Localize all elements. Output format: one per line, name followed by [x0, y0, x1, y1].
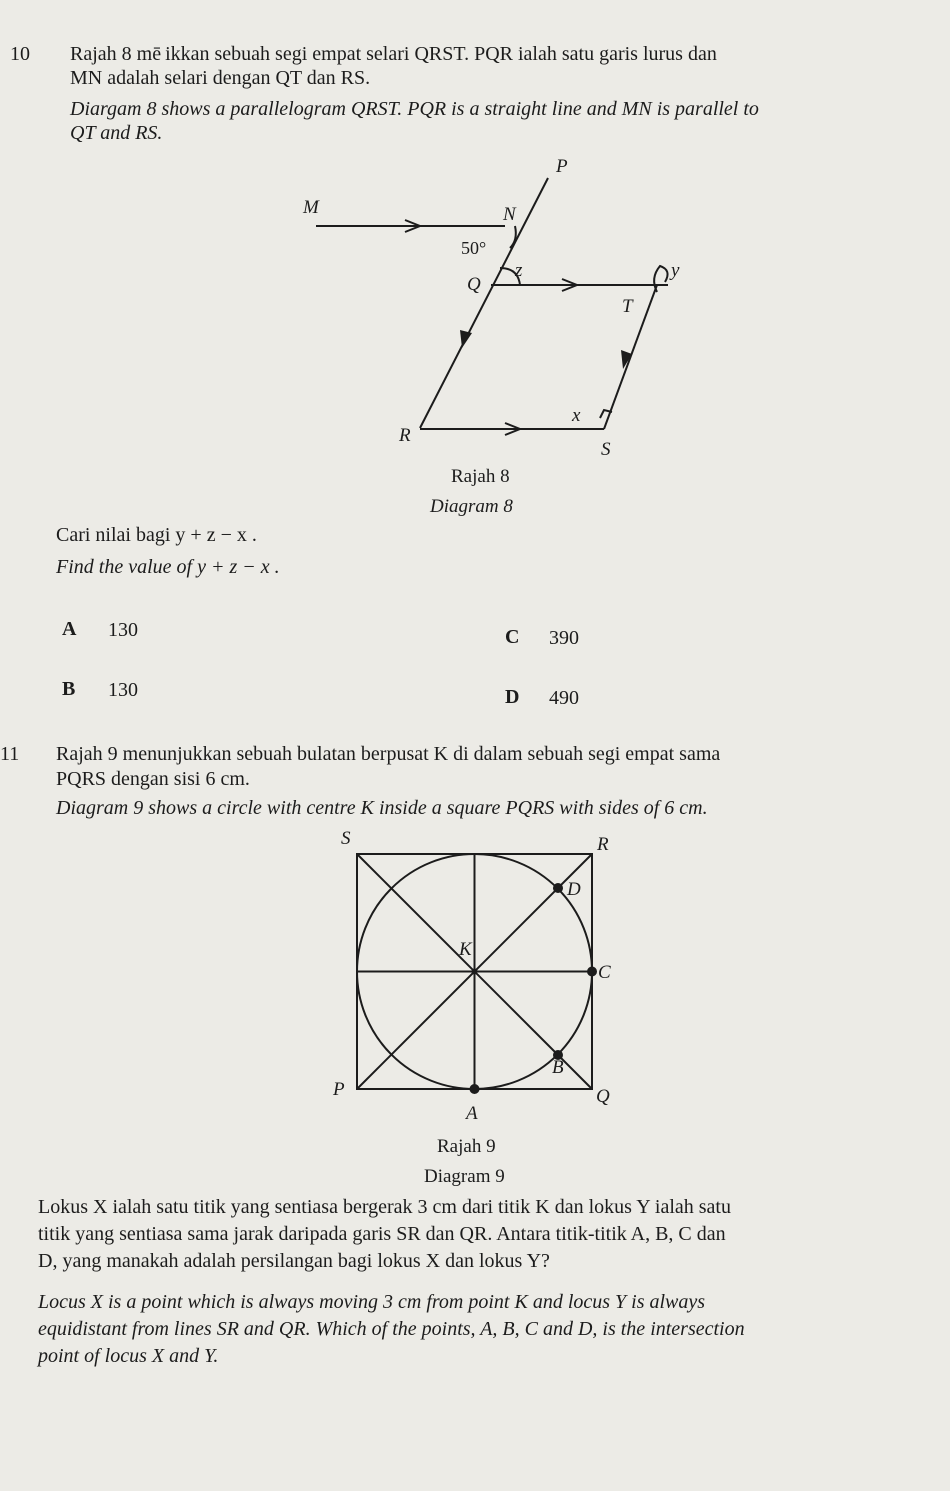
question-11-number: 11	[0, 743, 20, 765]
label-s: S	[601, 439, 611, 460]
label-n: N	[503, 204, 516, 225]
question-11-malay-line-2: PQRS dengan sisi 6 cm.	[56, 768, 250, 790]
option-b-value: 130	[108, 679, 138, 701]
diagram-9	[0, 820, 950, 1140]
label-r: R	[597, 834, 609, 855]
label-r: R	[399, 425, 411, 446]
label-c: C	[598, 962, 611, 983]
label-q: Q	[467, 274, 481, 295]
arrow-qr	[460, 330, 472, 348]
label-a: A	[466, 1103, 478, 1124]
label-d: D	[567, 879, 581, 900]
question-10-prompt-english: Find the value of y + z − x .	[56, 556, 280, 578]
question-11-body-english-3: point of locus X and Y.	[38, 1345, 219, 1367]
question-10-prompt-malay: Cari nilai bagi y + z − x .	[56, 524, 257, 546]
label-k: K	[459, 939, 472, 960]
diagram-8	[0, 0, 950, 520]
point-c	[587, 967, 597, 977]
label-b: B	[552, 1057, 564, 1078]
point-a	[470, 1084, 480, 1094]
label-m: M	[303, 197, 319, 218]
question-10-malay-line-2: MN adalah selari dengan QT dan RS.	[70, 67, 371, 89]
caption-diagram-9: Diagram 9	[424, 1166, 505, 1187]
line-pqr	[420, 178, 548, 428]
question-10-number: 10	[10, 43, 30, 65]
option-b-letter: B	[62, 678, 76, 700]
question-11-body-malay-2: titik yang sentiasa sama jarak daripada garis SR dan QR. Antara titik-titik A, B, C dan	[38, 1223, 726, 1245]
angle-50: 50°	[461, 238, 487, 258]
caption-rajah-9: Rajah 9	[437, 1136, 496, 1157]
question-11-body-malay-1: Lokus X ialah satu titik yang sentiasa bergerak 3 cm dari titik K dan lokus Y ialah satu	[38, 1196, 731, 1218]
option-a-value: 130	[108, 619, 138, 641]
option-d-letter: D	[505, 686, 520, 708]
label-q: Q	[596, 1086, 610, 1107]
option-c-letter: C	[505, 626, 520, 648]
label-z: z	[515, 260, 523, 281]
option-d-value: 490	[549, 687, 579, 709]
label-p: P	[333, 1079, 345, 1100]
question-11-malay-line-1: Rajah 9 menunjukkan sebuah bulatan berpusat K di dalam sebuah segi empat sama	[56, 743, 721, 765]
caption-diagram-8: Diagram 8	[430, 496, 513, 517]
question-11-body-malay-3: D, yang manakah adalah persilangan bagi lokus X dan lokus Y?	[38, 1250, 550, 1272]
question-11-english-line-1: Diagram 9 shows a circle with centre K inside a square PQRS with sides of 6 cm.	[56, 797, 708, 819]
option-c-value: 390	[549, 627, 579, 649]
question-10-malay-line-1: Rajah 8 mē ikkan sebuah segi empat selari QRST. PQR ialah satu garis lurus dan	[70, 43, 717, 65]
question-11-body-english-1: Locus X is a point which is always moving 3 cm from point K and locus Y is always	[38, 1291, 706, 1313]
label-s: S	[341, 828, 351, 849]
point-d	[553, 883, 563, 893]
label-p: P	[556, 156, 568, 177]
question-10-english-line-1: Diargam 8 shows a parallelogram QRST. PQR is a straight line and MN is parallel to	[70, 98, 759, 120]
label-y: y	[671, 260, 680, 281]
question-10-english-line-2: QT and RS.	[70, 122, 163, 144]
option-a-letter: A	[62, 618, 77, 640]
caption-rajah-8: Rajah 8	[451, 466, 510, 487]
point-k	[472, 969, 478, 975]
label-x: x	[572, 405, 581, 426]
question-11-body-english-2: equidistant from lines SR and QR. Which of the points, A, B, C and D, is the intersection	[38, 1318, 745, 1340]
label-t: T	[622, 296, 633, 317]
